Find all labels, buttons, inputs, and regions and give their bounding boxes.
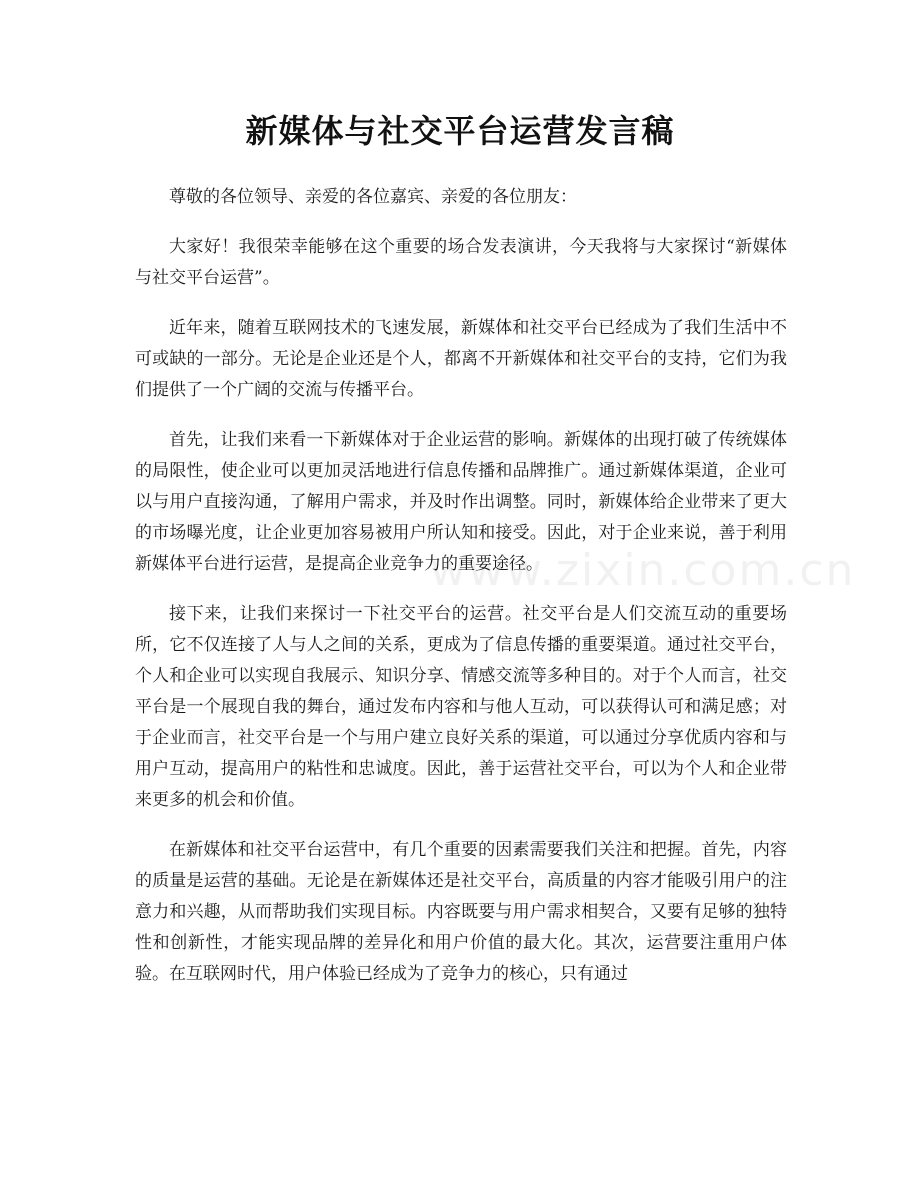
key-factors-paragraph: 在新媒体和社交平台运营中，有几个重要的因素需要我们关注和把握。首先，内容的质量是运营的基础。无论是在新媒体还是社交平台，高质量的内容才能吸引用户的注意力和兴趣，从而帮助我们实现目标。内容既要与用户需求相契合，又要有足够的独特性和创新性，才能实现品牌的差异化和用户价值的最大化。其次，运营要注重用户体验。在互联网时代，用户体验已经成为了竞争力的核心，只有通过 (135, 840, 787, 984)
new-media-paragraph: 首先，让我们来看一下新媒体对于企业运营的影响。新媒体的出现打破了传统媒体的局限性，使企业可以更加灵活地进行信息传播和品牌推广。通过新媒体渠道，企业可以与用户直接沟通，了解用户需求，并及时作出调整。同时，新媒体给企业带来了更大的市场曝光度，让企业更加容易被用户所认知和接受。因此，对于企业来说，善于利用新媒体平台进行运营，是提高企业竞争力的重要途径。 (135, 430, 787, 574)
intro-paragraph: 近年来，随着互联网技术的飞速发展，新媒体和社交平台已经成为了我们生活中不可或缺的一部分。无论是企业还是个人，都离不开新媒体和社交平台的支持，它们为我们提供了一个广阔的交流与传播平台。 (135, 318, 787, 400)
social-platform-paragraph: 接下来，让我们来探讨一下社交平台的运营。社交平台是人们交流互动的重要场所，它不仅连接了人与人之间的关系，更成为了信息传播的重要渠道。通过社交平台，个人和企业可以实现自我展示、知识分享、情感交流等多种目的。对于个人而言，社交平台是一个展现自我的舞台，通过发布内容和与他人互动，可以获得认可和满足感；对于企业而言，社交平台是一个与用户建立良好关系的渠道，可以通过分享优质内容和与用户互动，提高用户的粘性和忠诚度。因此，善于运营社交平台，可以为个人和企业带来更多的机会和价值。 (135, 604, 787, 810)
watermark: www.zixin.com.cn (430, 545, 856, 596)
document-title: 新媒体与社交平台运营发言稿 (245, 112, 675, 150)
document-body (135, 182, 787, 1009)
greeting-paragraph: 大家好！我很荣幸能够在这个重要的场合发表演讲，今天我将与大家探讨“新媒体与社交平台运营”。 (135, 237, 787, 288)
salutation-paragraph: 尊敬的各位领导、亲爱的各位嘉宾、亲爱的各位朋友： (169, 187, 577, 207)
